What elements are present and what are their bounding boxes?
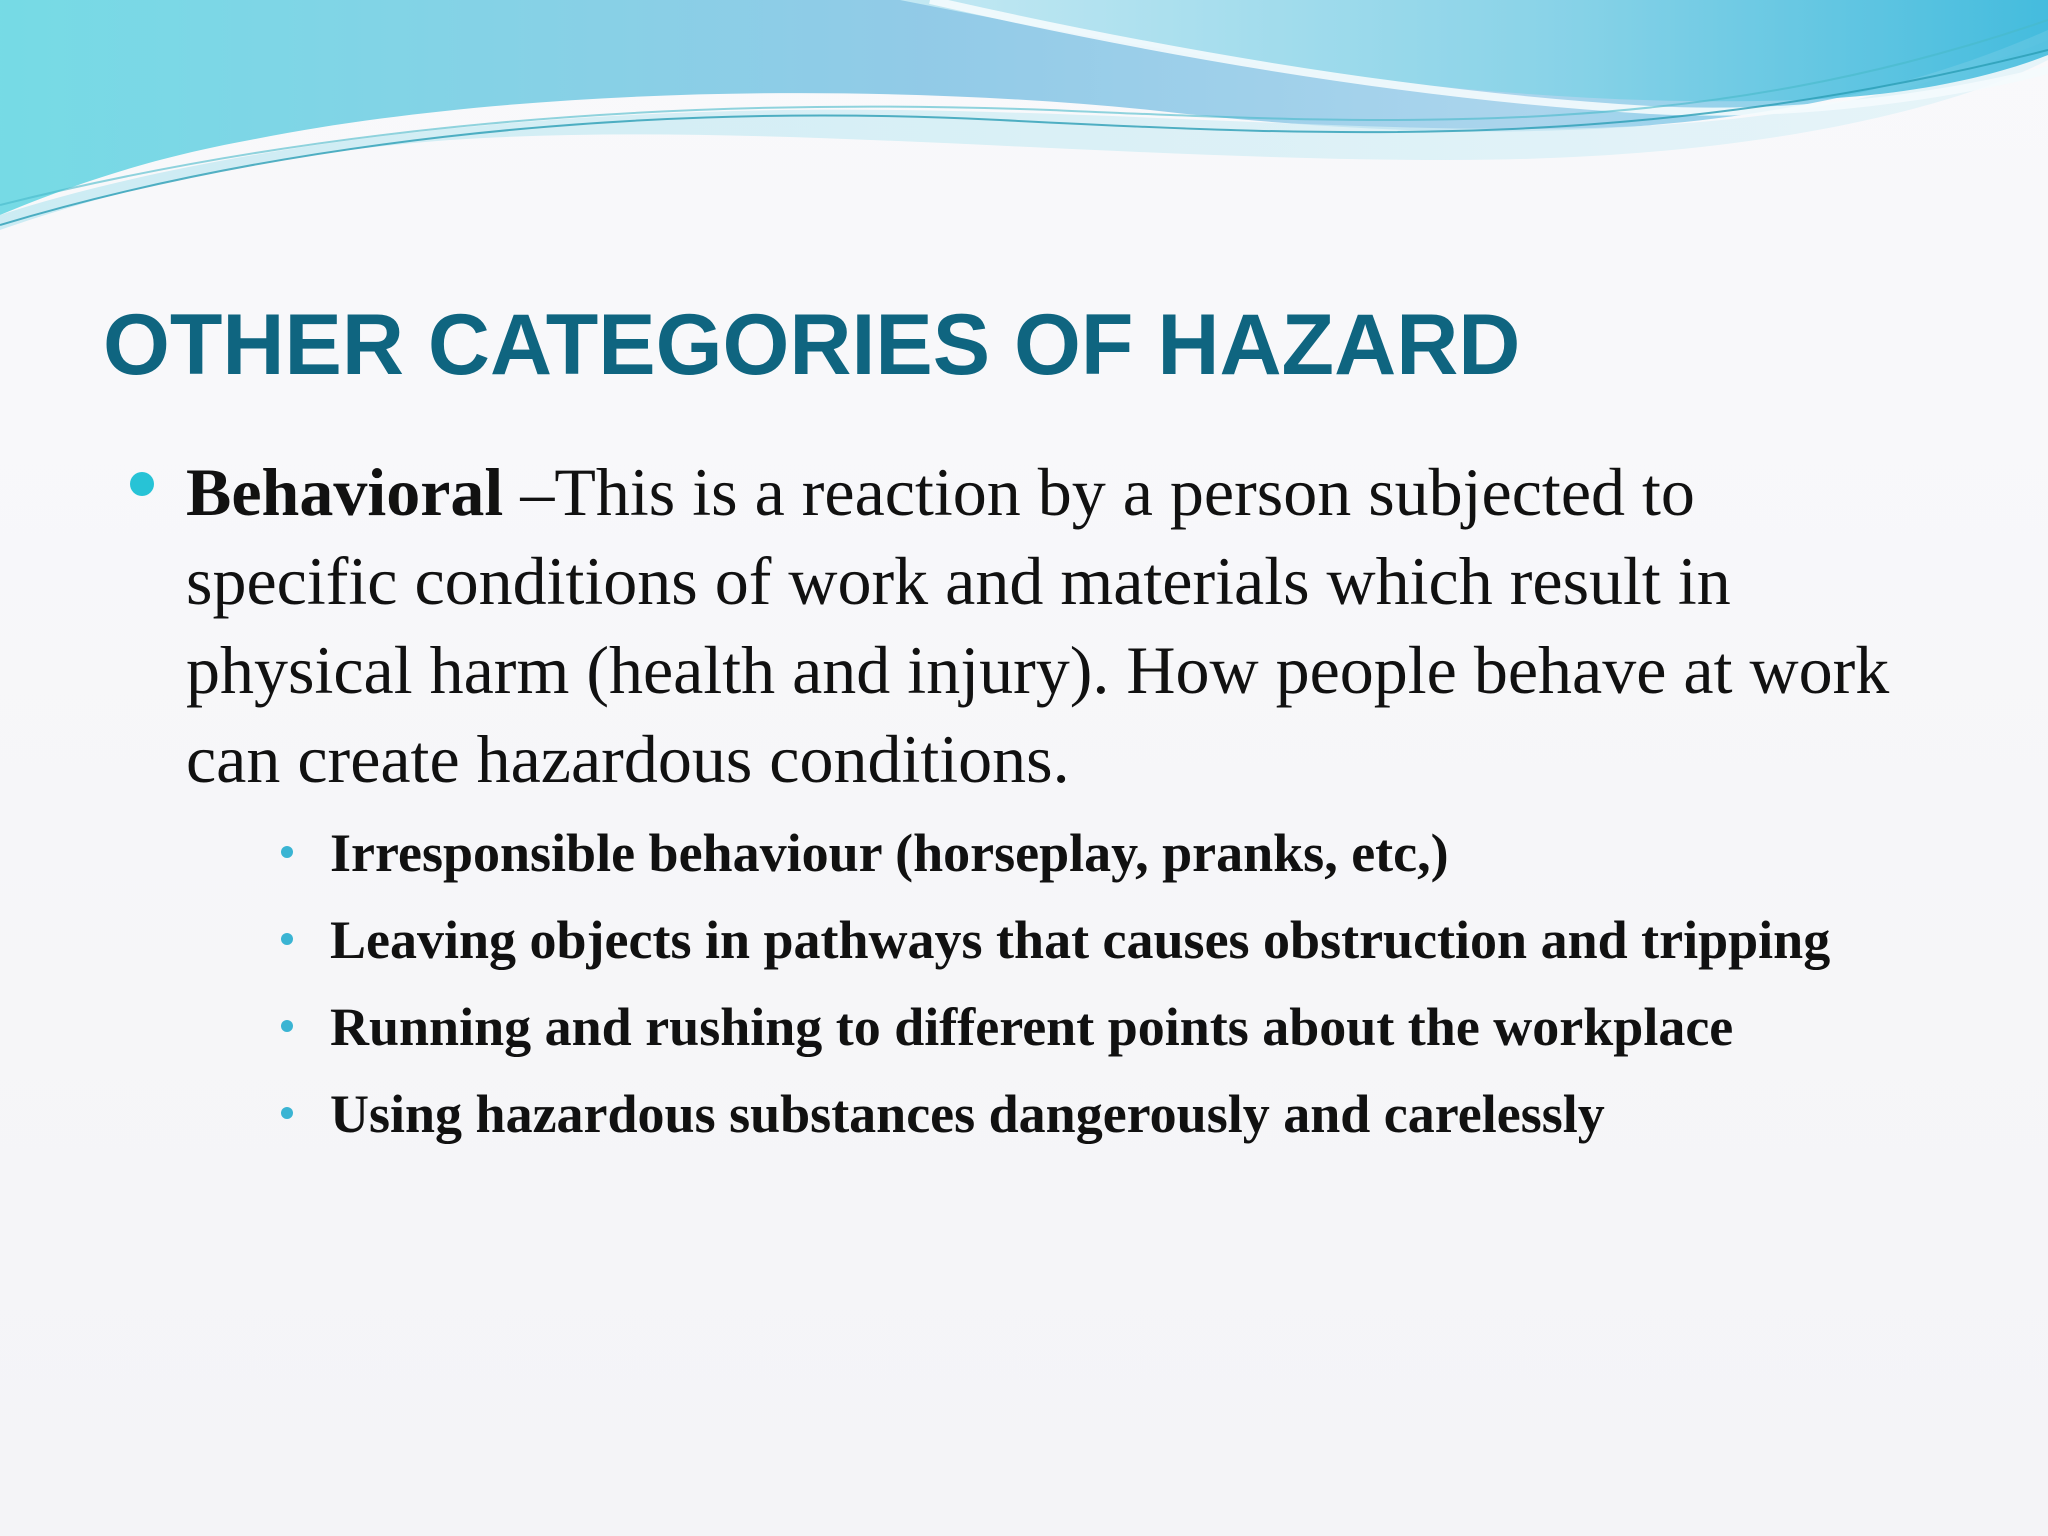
sub-bullet-list — [130, 818, 1910, 1150]
main-bullet-item — [130, 448, 1910, 804]
sub-bullet-item — [330, 1079, 1910, 1150]
bullet-description: –This is a reaction by a person subjected to specific conditions of work and materials which result in physical harm (health and injury). How people behave at work can create hazardous conditions. — [186, 454, 1890, 797]
decorative-wave-header — [0, 0, 2048, 260]
slide-content — [130, 448, 1910, 1166]
sub-bullet-text: Leaving objects in pathways that causes obstruction and tripping — [330, 910, 1831, 970]
sub-bullet-icon — [281, 846, 293, 858]
sub-bullet-text: Irresponsible behaviour (horseplay, pranks, etc,) — [330, 823, 1449, 883]
sub-bullet-text: Running and rushing to different points about the workplace — [330, 997, 1734, 1057]
bullet-term: Behavioral — [186, 454, 504, 530]
sub-bullet-item — [330, 905, 1910, 976]
bullet-icon — [130, 472, 154, 496]
sub-bullet-item — [330, 818, 1910, 889]
sub-bullet-item — [330, 992, 1910, 1063]
sub-bullet-icon — [281, 1107, 293, 1119]
sub-bullet-icon — [281, 1020, 293, 1032]
sub-bullet-icon — [281, 933, 293, 945]
slide-title: OTHER CATEGORIES OF HAZARD — [103, 297, 1521, 393]
sub-bullet-text: Using hazardous substances dangerously and carelessly — [330, 1084, 1605, 1144]
